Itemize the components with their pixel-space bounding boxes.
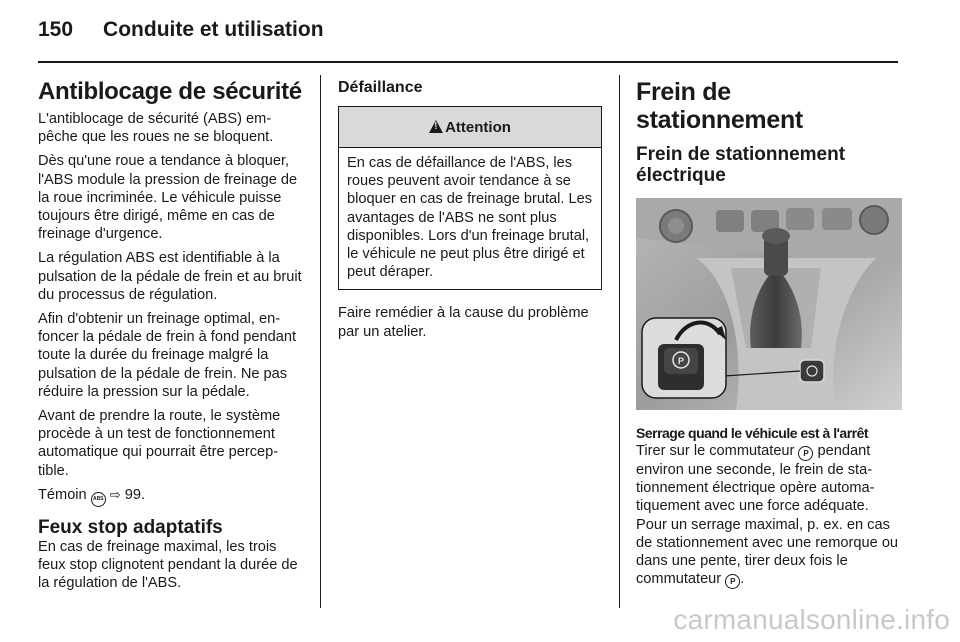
page-header xyxy=(38,18,324,48)
warning-text: En cas de défaillance de l'ABS, les roues peuvent avoir tendance à se bloquer en cas de freinage brutal. Les avantages de l'ABS ne sont plus disponibles. Lors d'un freinage brutal, le véhicule ne peut plus être dirigé et peut déraper. xyxy=(347,155,593,281)
paragraph-serrage xyxy=(636,442,902,589)
serrage-text-part-2: pendant environ une seconde, le frein de stationnement électrique opère automatiquement avec une force adéquate. Pour un serrage maximal, p. ex. en cas de stationnement avec une remorque ou dans une pente, tirer deux fois le commutateur xyxy=(636,443,899,588)
warning-header xyxy=(339,107,601,148)
column-defaillance xyxy=(338,78,602,347)
paragraph-4: Afin d'obtenir un freinage optimal, enfoncer la pédale de frein à fond pendant toute la durée du freinage malgré la pulsation de la pédale de frein. Ne pas réduire la pression sur la pédale. xyxy=(38,311,297,400)
paragraph-2: Dès qu'une roue a tendance à bloquer, l'ABS module la pression de freinage de la roue incriminée. Le véhicule puisse toujours être dirigé, même en cas de freinage d'urgence. xyxy=(38,153,298,243)
paragraph-5: Avant de prendre la route, le système procède à un test de fonctionnement automatique qui pourrait être perceptible. xyxy=(38,408,281,479)
section-heading-abs: Antiblocage de sécurité xyxy=(38,78,302,105)
paragraph-1: L'antiblocage de sécurité (ABS) empêche que les roues ne se bloquent. xyxy=(38,111,274,146)
parking-brake-switch-photo xyxy=(636,198,902,410)
parking-brake-icon: P xyxy=(798,446,813,461)
header-rule xyxy=(38,61,898,63)
page-reference-arrow-icon: ⇨ xyxy=(109,486,121,502)
abs-warning-icon: ABS xyxy=(91,492,106,507)
warning-box xyxy=(338,106,602,290)
warning-triangle-icon xyxy=(429,120,443,133)
serrage-text-part-1: Tirer sur le commutateur xyxy=(636,443,795,459)
paragraph-atelier: Faire remédier à la cause du problème par un atelier. xyxy=(338,305,589,340)
page-number: 150 xyxy=(38,18,74,41)
section-heading-frein: Frein de stationnement xyxy=(636,78,803,134)
serrage-text-end: . xyxy=(740,571,745,588)
temoin-label: Témoin xyxy=(38,486,87,503)
column-abs xyxy=(38,78,302,592)
chapter-title: Conduite et utilisation xyxy=(103,18,324,41)
temoin-page-link[interactable]: 99. xyxy=(124,486,146,503)
bold-line-serrage: Serrage quand le véhicule est à l'arrêt xyxy=(636,425,869,441)
parking-brake-icon-2: P xyxy=(725,574,740,589)
column-divider-2 xyxy=(619,75,620,608)
watermark: carmanualsonline.info xyxy=(673,604,950,635)
subheading-frein-electrique: Frein de stationnement électrique xyxy=(636,144,846,186)
subheading-feux-stop: Feux stop adaptatifs xyxy=(38,516,223,538)
column-frein-stationnement xyxy=(636,78,902,589)
svg-text:P: P xyxy=(677,356,685,366)
temoin-reference xyxy=(38,486,302,507)
paragraph-3: La régulation ABS est identifiable à la pulsation de la pédale de frein et au bruit du processus de régulation. xyxy=(38,250,302,303)
warning-title: Attention xyxy=(445,118,511,136)
section-heading-defaillance: Défaillance xyxy=(338,79,423,96)
column-divider-1 xyxy=(320,75,321,608)
warning-body xyxy=(339,148,601,289)
paragraph-feux-stop: En cas de freinage maximal, les trois feux stop clignotent pendant la durée de la régulation de l'ABS. xyxy=(38,538,298,592)
